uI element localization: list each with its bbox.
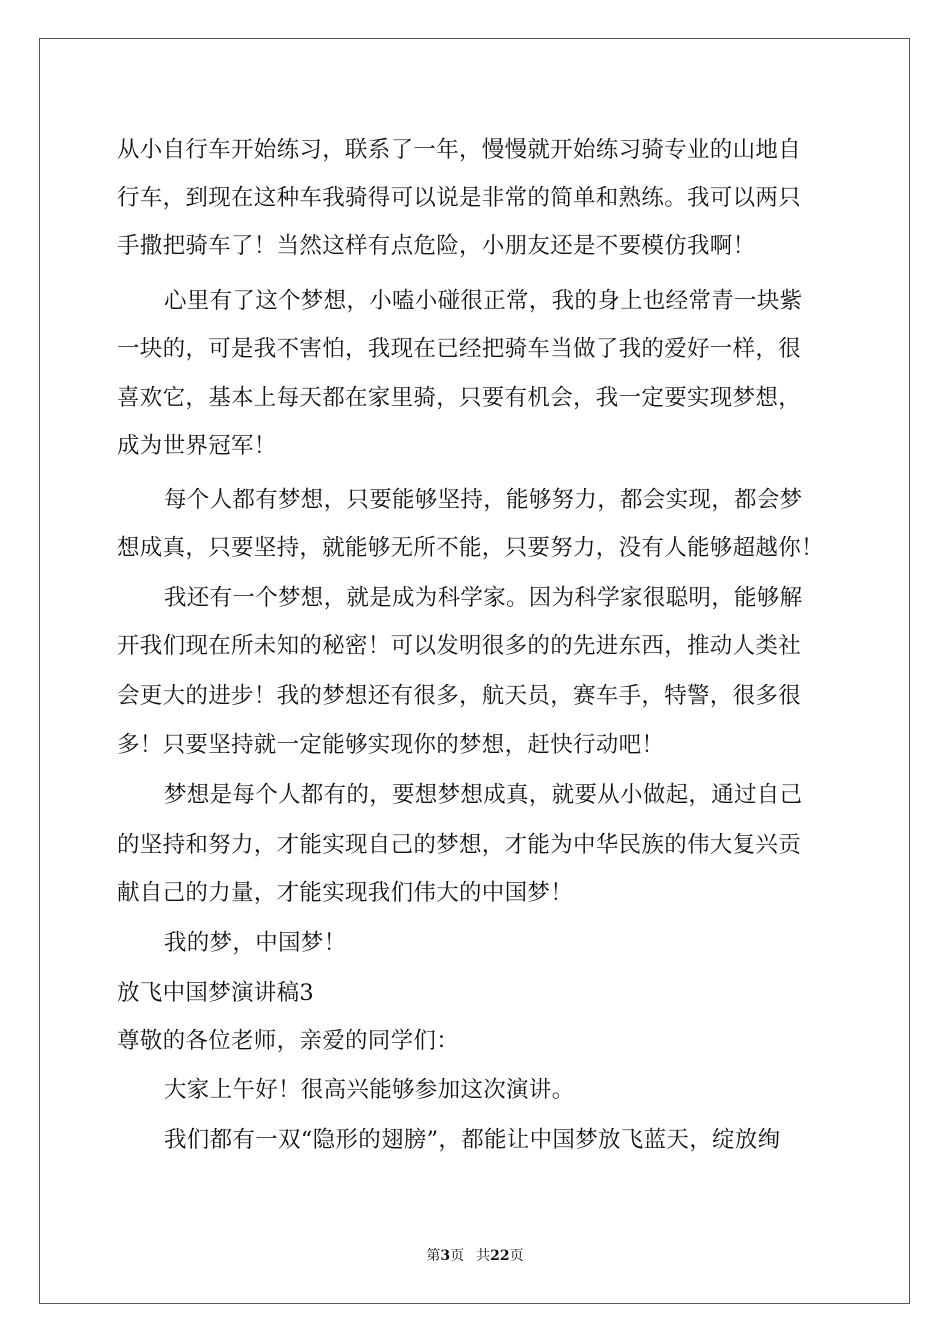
paragraph-start-line: 大家上午好！很高兴能够参加这次演讲。 [164, 1077, 575, 1103]
paragraph-start-line: 梦想是每个人都有的，要想梦想成真，就要从小做起，通过自己 [164, 782, 803, 808]
text-line: 献自己的力量，才能实现我们伟大的中国梦！ [117, 880, 574, 906]
page-suffix: 页 [450, 1248, 465, 1264]
total-suffix: 页 [509, 1248, 524, 1264]
paragraph-start-line: 每个人都有梦想，只要能够坚持，能够努力，都会实现，都会梦 [164, 487, 803, 513]
paragraph-start-line: 我的梦，中国梦！ [164, 930, 347, 956]
page-footer [0, 1247, 950, 1265]
text-line: 会更大的进步！我的梦想还有很多，航天员，赛车手，特警，很多很 [117, 683, 802, 709]
page-prefix: 第 [426, 1248, 441, 1264]
text-line: 想成真，只要坚持，就能够无所不能，只要努力，没有人能够超越你！ [117, 535, 824, 561]
paragraph-start-line: 我还有一个梦想，就是成为科学家。因为科学家很聪明，能够解 [164, 585, 803, 611]
page-border [39, 38, 910, 1304]
text-line: 开我们现在所未知的秘密！可以发明很多的的先进东西，推动人类社 [117, 633, 802, 659]
paragraph-start-line: 我们都有一双“隐形的翅膀”，都能让中国梦放飞蓝天，绽放绚 [164, 1127, 781, 1153]
text-line: 成为世界冠军！ [117, 433, 277, 459]
text-line: 喜欢它，基本上每天都在家里骑，只要有机会，我一定要实现梦想， [117, 385, 802, 411]
text-line: 多！只要坚持就一定能够实现你的梦想，赶快行动吧！ [117, 732, 665, 758]
paragraph-start-line: 心里有了这个梦想，小嗑小碰很正常，我的身上也经常青一块紫 [164, 288, 803, 314]
total-pages-number: 22 [490, 1248, 510, 1264]
section-heading: 放飞中国梦演讲稿3 [117, 980, 315, 1006]
total-prefix: 共 [476, 1248, 491, 1264]
text-line: 行车，到现在这种车我骑得可以说是非常的简单和熟练。我可以两只 [117, 185, 802, 211]
text-line: 一块的，可是我不害怕，我现在已经把骑车当做了我的爱好一样，很 [117, 336, 802, 362]
current-page-number: 3 [440, 1248, 451, 1264]
text-line: 的坚持和努力，才能实现自己的梦想，才能为中华民族的伟大复兴贡 [117, 832, 802, 858]
salutation: 尊敬的各位老师，亲爱的同学们： [117, 1028, 460, 1054]
text-line: 手撒把骑车了！当然这样有点危险，小朋友还是不要模仿我啊！ [117, 233, 756, 259]
text-line: 从小自行车开始练习，联系了一年，慢慢就开始练习骑专业的山地自 [117, 137, 802, 163]
